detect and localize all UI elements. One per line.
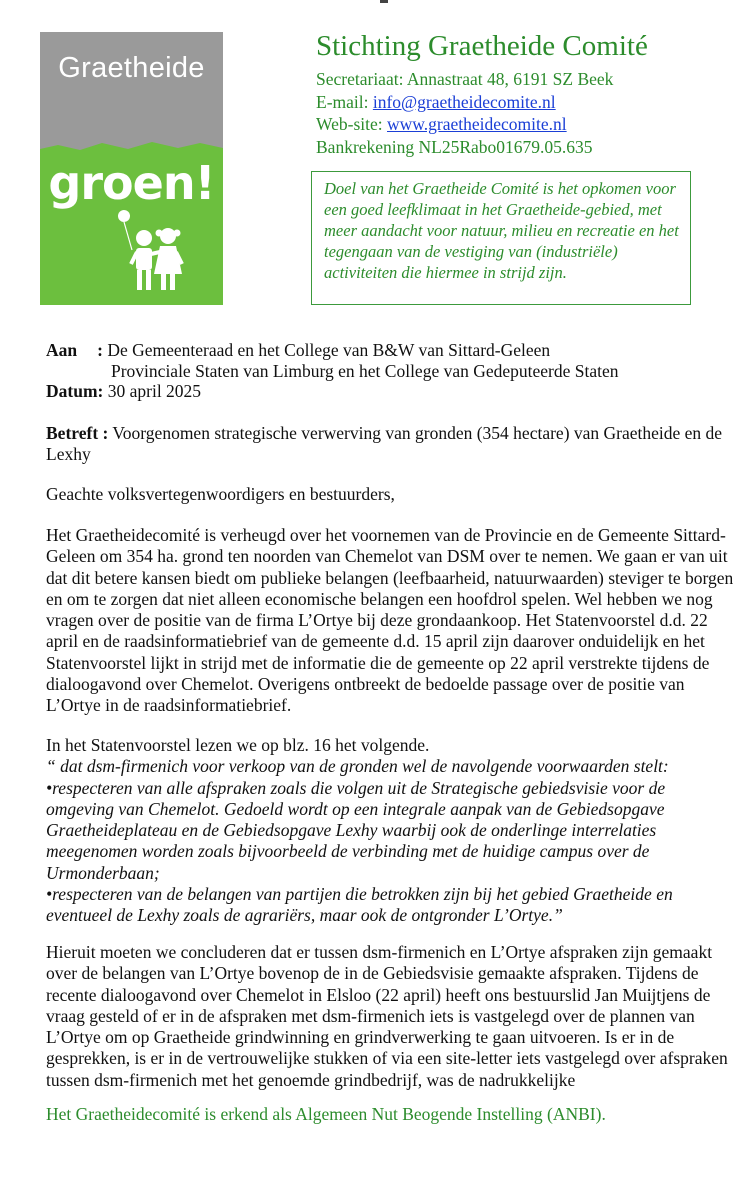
subject-label: Betreft :: [46, 423, 109, 443]
recipient-1: De Gemeenteraad en het College van B&W van Sittard-Geleen: [107, 340, 551, 360]
date-line: [46, 381, 201, 402]
mission-statement-box: Doel van het Graetheide Comité is het opkomen voor een goed leefklimaat in het Graetheide-gebied, met meer aandacht voor natuur, milieu en recreatie en het tegengaan van de vestiging van (industriële) activiteiten die hiermee in strijd zijn.: [311, 171, 691, 305]
logo-title: Graetheide: [58, 52, 205, 84]
datum-value: 30 april 2025: [107, 381, 202, 401]
quote-section: [46, 735, 736, 927]
website-link[interactable]: www.graetheidecomite.nl: [387, 114, 567, 134]
paragraph-1: Het Graetheidecomité is verheugd over het voornemen van de Provincie en de Gemeente Sittard-Geleen om 354 ha. grond ten noorden van Chemelot van DSM over te nemen. We gaan er van uit dat dit betere kansen biedt om publieke belangen (leefbaarheid, natuurwaarden) steviger te borgen en om te zorgen dat niet alleen economische belangen een hoofdrol spelen. Wel hebben we nog vragen over de positie van de firma L’Ortye bij deze grondaankoop. Het Statenvoorstel d.d. 22 april en de raadsinformatiebrief van de gemeente d.d. 15 april zijn daarover onduidelijk en het Statenvoorstel lijkt in strijd met de informatie die de gemeente op 22 april verstrekte tijdens de dialoogavond over Chemelot. Overigens ontbreekt de bedoelde passage over de positie van L’Ortye in de raadsinformatiebrief.: [46, 525, 734, 716]
website-label: Web-site:: [316, 114, 387, 134]
salutation: Geachte volksvertegenwoordigers en bestuurders,: [46, 484, 395, 504]
contact-details: [316, 68, 613, 158]
subject-text: Voorgenomen strategische verwerving van gronden (354 hectare) van Graetheide en de Lexhy: [46, 423, 723, 465]
website-line: [316, 113, 613, 136]
email-label: E-mail:: [316, 91, 373, 112]
recipient-2: Provinciale Staten van Limburg en het College van Gedeputeerde Staten: [111, 361, 619, 381]
quote-line-1: “ dat dsm-firmenich voor verkoop van de gronden wel de navolgende voorwaarden stelt:: [46, 756, 669, 777]
aan-separator: :: [97, 340, 103, 360]
quote-bullet-1: •respecteren van alle afspraken zoals die volgen uit de Strategische gebiedsvisie voor de omgeving van Chemelot. Gedoeld wordt op een integrale aanpak van de Gebiedsopgave Graetheideplateau en de Gebiedsopgave Lexhy waarbij ook de onderlinge interrelaties meegenomen worden zoals bijvoorbeeld de verbinding met de huidige campus over de Urmonderbaan;: [46, 777, 666, 883]
logo-slogan: groen!: [48, 156, 215, 210]
subject: [46, 423, 736, 466]
quote-bullet-2: •respecteren van de belangen van partijen die betrokken zijn bij het gebied Graetheide en eventueel de Lexhy zoals de agrariërs, maar ook de ontgronder L’Ortye.”: [46, 884, 673, 926]
secretariat-address: Secretariaat: Annastraat 48, 6191 SZ Beek: [316, 69, 614, 89]
organization-name: Stichting Graetheide Comité: [316, 30, 648, 62]
datum-label: Datum:: [46, 381, 104, 401]
page-top-mark: [380, 0, 388, 3]
graetheide-logo: [40, 32, 223, 305]
aan-label: Aan: [46, 340, 78, 360]
paragraph-2: Hieruit moeten we concluderen dat er tussen dsm-firmenich en L’Ortye afspraken zijn gemaakt over de belangen van L’Ortye bovenop de in de Gebiedsvisie gemaakte afspraken. Tijdens de recente dialoogavond over Chemelot in Elsloo (22 april) heeft ons bestuurslid Jan Muijtjens de vraag gesteld of er in de afspraken met dsm-firmenich iets is vastgelegd over de plannen van L’Ortye om op Graetheide grindwinning en grindverwerking te gaan uitvoeren. Is er in de gesprekken, is er in de vertrouwelijke stukken of via een site-letter iets vastgelegd over afspraken tussen dsm-firmenich met het genoemde grindbedrijf, was de nadrukkelijke: [46, 942, 728, 1090]
quote-intro: In het Statenvoorstel lezen we op blz. 16 het volgende.: [46, 735, 430, 755]
recipient-line-1: [46, 340, 550, 361]
email-line: [316, 91, 613, 114]
bank-account: Bankrekening NL25Rabo01679.05.635: [316, 136, 593, 157]
email-link[interactable]: info@graetheidecomite.nl: [372, 91, 556, 112]
children-balloon-icon: [118, 208, 188, 296]
bullet-icon: •: [46, 884, 53, 905]
anbi-footer: Het Graetheidecomité is erkend als Algemeen Nut Beogende Instelling (ANBI).: [46, 1104, 606, 1124]
bullet-icon: •: [46, 777, 53, 798]
